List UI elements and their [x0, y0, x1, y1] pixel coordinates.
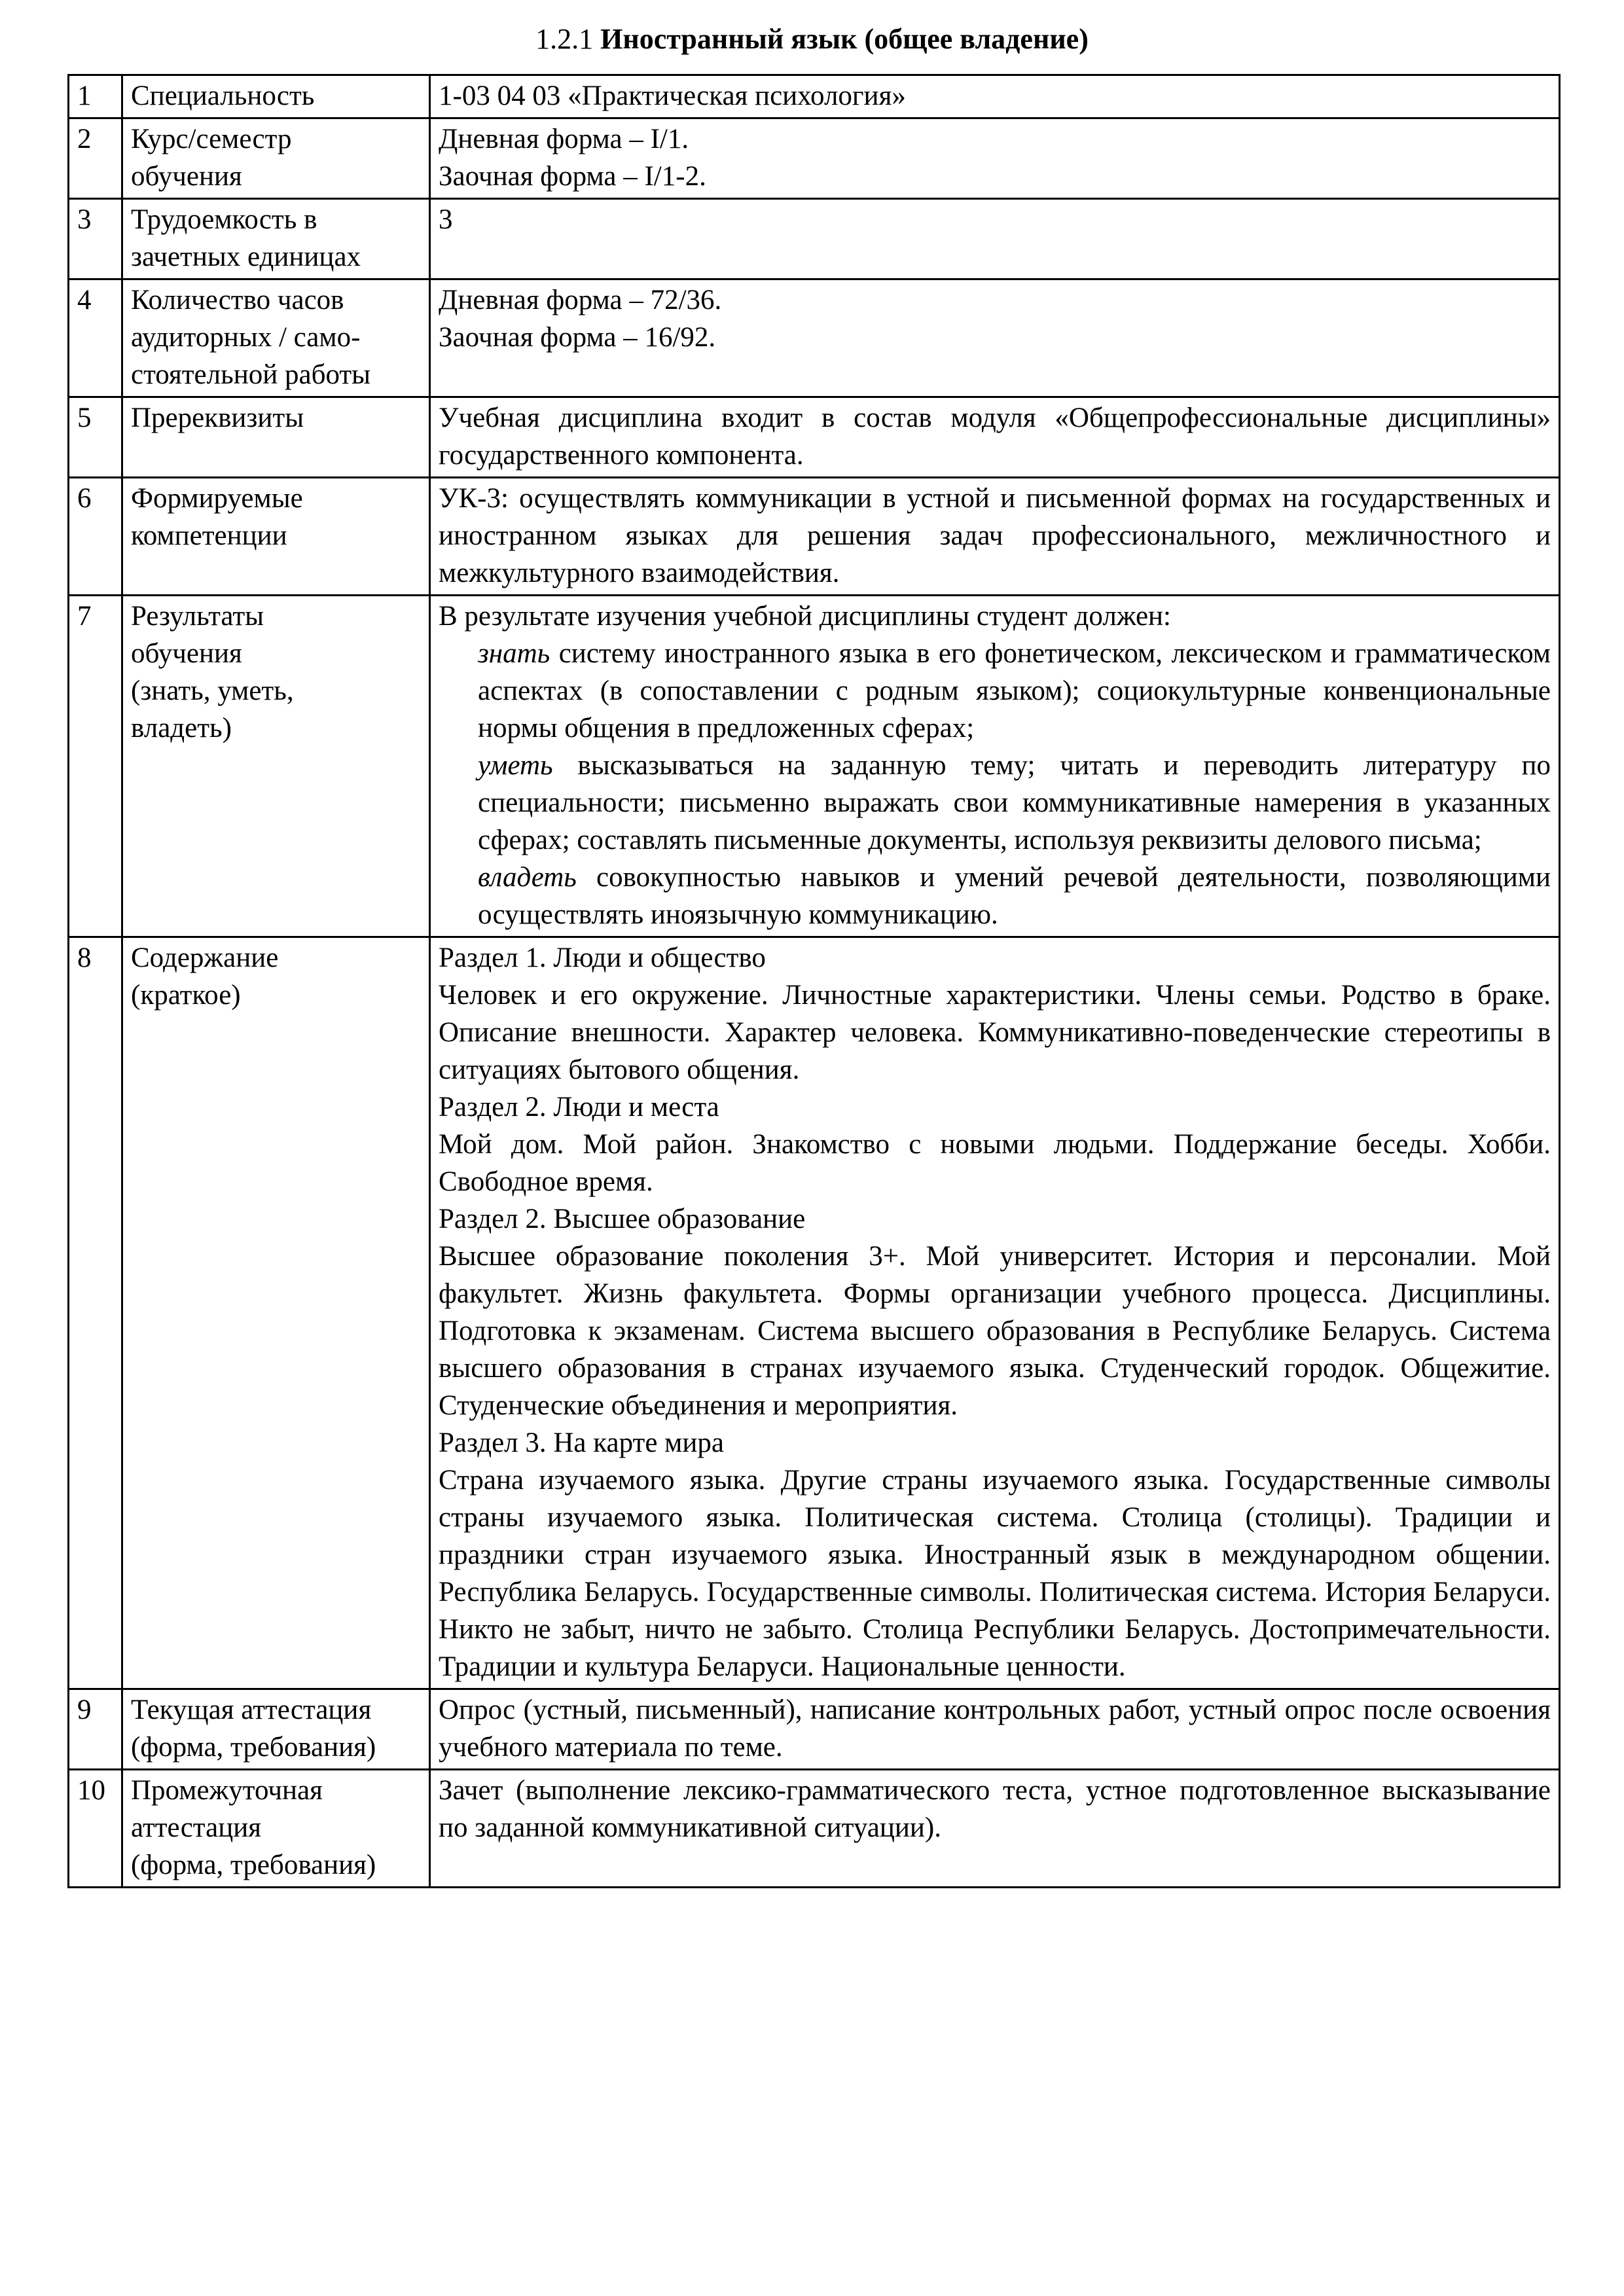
- syllabus-table: [67, 74, 1561, 1888]
- row-label-line: (форма, требования): [131, 1732, 376, 1763]
- table-row: [69, 478, 1560, 596]
- row-content-line: Дневная форма – I/1.: [439, 124, 689, 154]
- row-label: [122, 279, 430, 397]
- row-number: 10: [69, 1770, 122, 1888]
- row-content: [430, 75, 1560, 118]
- row-content: [430, 937, 1560, 1689]
- row-label: [122, 75, 430, 118]
- row-number: 1: [69, 75, 122, 118]
- row-content-line: Заочная форма – 16/92.: [439, 322, 716, 353]
- row-label-line: стоятельной работы: [131, 359, 371, 390]
- row-label: [122, 1770, 430, 1888]
- row-content: [430, 1689, 1560, 1770]
- row-number: 3: [69, 199, 122, 279]
- row-label-line: Трудоемкость в: [131, 204, 317, 235]
- row-content: [430, 397, 1560, 478]
- row-content-line: 3: [439, 204, 453, 235]
- row-label: [122, 937, 430, 1689]
- section-title: Раздел 3. На карте мира: [439, 1427, 724, 1458]
- row-label: [122, 478, 430, 596]
- row-content: [430, 478, 1560, 596]
- table-row: [69, 937, 1560, 1689]
- results-intro: В результате изучения учебной дисциплины студент должен:: [439, 601, 1172, 632]
- row-label: [122, 118, 430, 199]
- row-label-line: (форма, требования): [131, 1850, 376, 1880]
- results-keyword: знать: [478, 638, 550, 669]
- row-label-line: аттестация: [131, 1812, 262, 1843]
- row-content-text: Опрос (устный, письменный), написание контрольных работ, устный опрос после освоения учебного материала по теме.: [439, 1695, 1551, 1763]
- results-item-can: [439, 747, 1551, 859]
- results-item-text: систему иностранного языка в его фонетическом, лексическом и грамматическом аспектах (в сопоставлении с родным языком); социокультурные конвенциональные нормы общения в предложенных сферах;: [478, 638, 1551, 744]
- row-label-line: обучения: [131, 638, 242, 669]
- row-content-line: Дневная форма – 72/36.: [439, 285, 722, 315]
- section-title: Раздел 1. Люди и общество: [439, 942, 766, 973]
- table-row: [69, 75, 1560, 118]
- heading-title: Иностранный язык (общее владение): [600, 23, 1089, 55]
- row-label: [122, 596, 430, 937]
- table-row: [69, 1689, 1560, 1770]
- row-label-line: Результаты: [131, 601, 264, 632]
- row-label-line: Содержание: [131, 942, 279, 973]
- results-keyword: владеть: [478, 862, 577, 893]
- row-number: 9: [69, 1689, 122, 1770]
- row-label-line: обучения: [131, 161, 242, 192]
- row-label-line: Специальность: [131, 81, 315, 111]
- section-text: Мой дом. Мой район. Знакомство с новыми людьми. Поддержание беседы. Хобби. Свободное время.: [439, 1129, 1551, 1197]
- row-content-line: 1-03 04 03 «Практическая психология»: [439, 81, 906, 111]
- row-content-line: Заочная форма – I/1-2.: [439, 161, 706, 192]
- table-row: [69, 279, 1560, 397]
- results-item-master: [439, 859, 1551, 933]
- row-content: [430, 199, 1560, 279]
- row-label: [122, 1689, 430, 1770]
- results-keyword: уметь: [478, 750, 553, 781]
- section-text: Высшее образование поколения 3+. Мой университет. История и персоналии. Мой факультет. Жизнь факультета. Формы организации учебного процесса. Дисциплины. Подготовка к экзаменам. Система высшего образования в Республике Беларусь. Система высшего образования в странах изучаемого языка. Студенческий городок. Общежитие. Студенческие объединения и мероприятия.: [439, 1241, 1551, 1421]
- table-row: [69, 1770, 1560, 1888]
- row-label-line: Текущая аттестация: [131, 1695, 372, 1725]
- row-content: [430, 118, 1560, 199]
- section-title: Раздел 2. Высшее образование: [439, 1204, 806, 1234]
- row-label-line: Количество часов: [131, 285, 344, 315]
- table-row: [69, 596, 1560, 937]
- row-label-line: аудиторных / само-: [131, 322, 361, 353]
- row-content-text: УК-3: осуществлять коммуникации в устной и письменной формах на государственных и иностранном языках для решения задач профессионального, межличностного и межкультурного взаимодействия.: [439, 483, 1551, 588]
- table-row: [69, 118, 1560, 199]
- row-label-line: владеть): [131, 713, 232, 744]
- row-number: 7: [69, 596, 122, 937]
- row-label-line: Промежуточная: [131, 1775, 323, 1806]
- row-content-text: Учебная дисциплина входит в состав модуля «Общепрофессиональные дисциплины» государственного компонента.: [439, 403, 1551, 471]
- results-item-know: [439, 635, 1551, 747]
- row-content: [430, 1770, 1560, 1888]
- table-row: [69, 397, 1560, 478]
- row-label-line: (краткое): [131, 980, 241, 1011]
- row-label-line: Формируемые: [131, 483, 303, 514]
- row-label-line: Пререквизиты: [131, 403, 304, 433]
- row-content: [430, 596, 1560, 937]
- row-content: [430, 279, 1560, 397]
- results-item-text: совокупностью навыков и умений речевой деятельности, позволяющими осуществлять иноязычную коммуникацию.: [478, 862, 1551, 930]
- section-title: Раздел 2. Люди и места: [439, 1092, 719, 1122]
- table-row: [69, 199, 1560, 279]
- row-label-line: компетенции: [131, 520, 287, 551]
- row-label-line: Курс/семестр: [131, 124, 292, 154]
- results-item-text: высказываться на заданную тему; читать и переводить литературу по специальности; письменно выражать свои коммуникативные намерения в указанных сферах; составлять письменные документы, используя реквизиты делового письма;: [478, 750, 1551, 855]
- row-label: [122, 397, 430, 478]
- row-number: 8: [69, 937, 122, 1689]
- heading-number: 1.2.1: [535, 23, 594, 55]
- section-text: Страна изучаемого языка. Другие страны изучаемого языка. Государственные символы страны изучаемого языка. Политическая система. Столица (столицы). Традиции и праздники стран изучаемого языка. Иностранный язык в международном общении. Республика Беларусь. Государственные символы. Политическая система. История Беларуси. Никто не забыт, ничто не забыто. Столица Республики Беларусь. Достопримечательности. Традиции и культура Беларуси. Национальные ценности.: [439, 1465, 1551, 1682]
- section-text: Человек и его окружение. Личностные характеристики. Члены семьи. Родство в браке. Описание внешности. Характер человека. Коммуникативно-поведенческие стереотипы в ситуациях бытового общения.: [439, 980, 1551, 1085]
- row-number: 5: [69, 397, 122, 478]
- row-number: 6: [69, 478, 122, 596]
- row-number: 4: [69, 279, 122, 397]
- document-heading: [0, 20, 1624, 59]
- row-number: 2: [69, 118, 122, 199]
- row-content-text: Зачет (выполнение лексико-грамматического теста, устное подготовленное высказывание по заданной коммуникативной ситуации).: [439, 1775, 1551, 1843]
- row-label: [122, 199, 430, 279]
- row-label-line: (знать, уметь,: [131, 675, 294, 706]
- row-label-line: зачетных единицах: [131, 242, 361, 272]
